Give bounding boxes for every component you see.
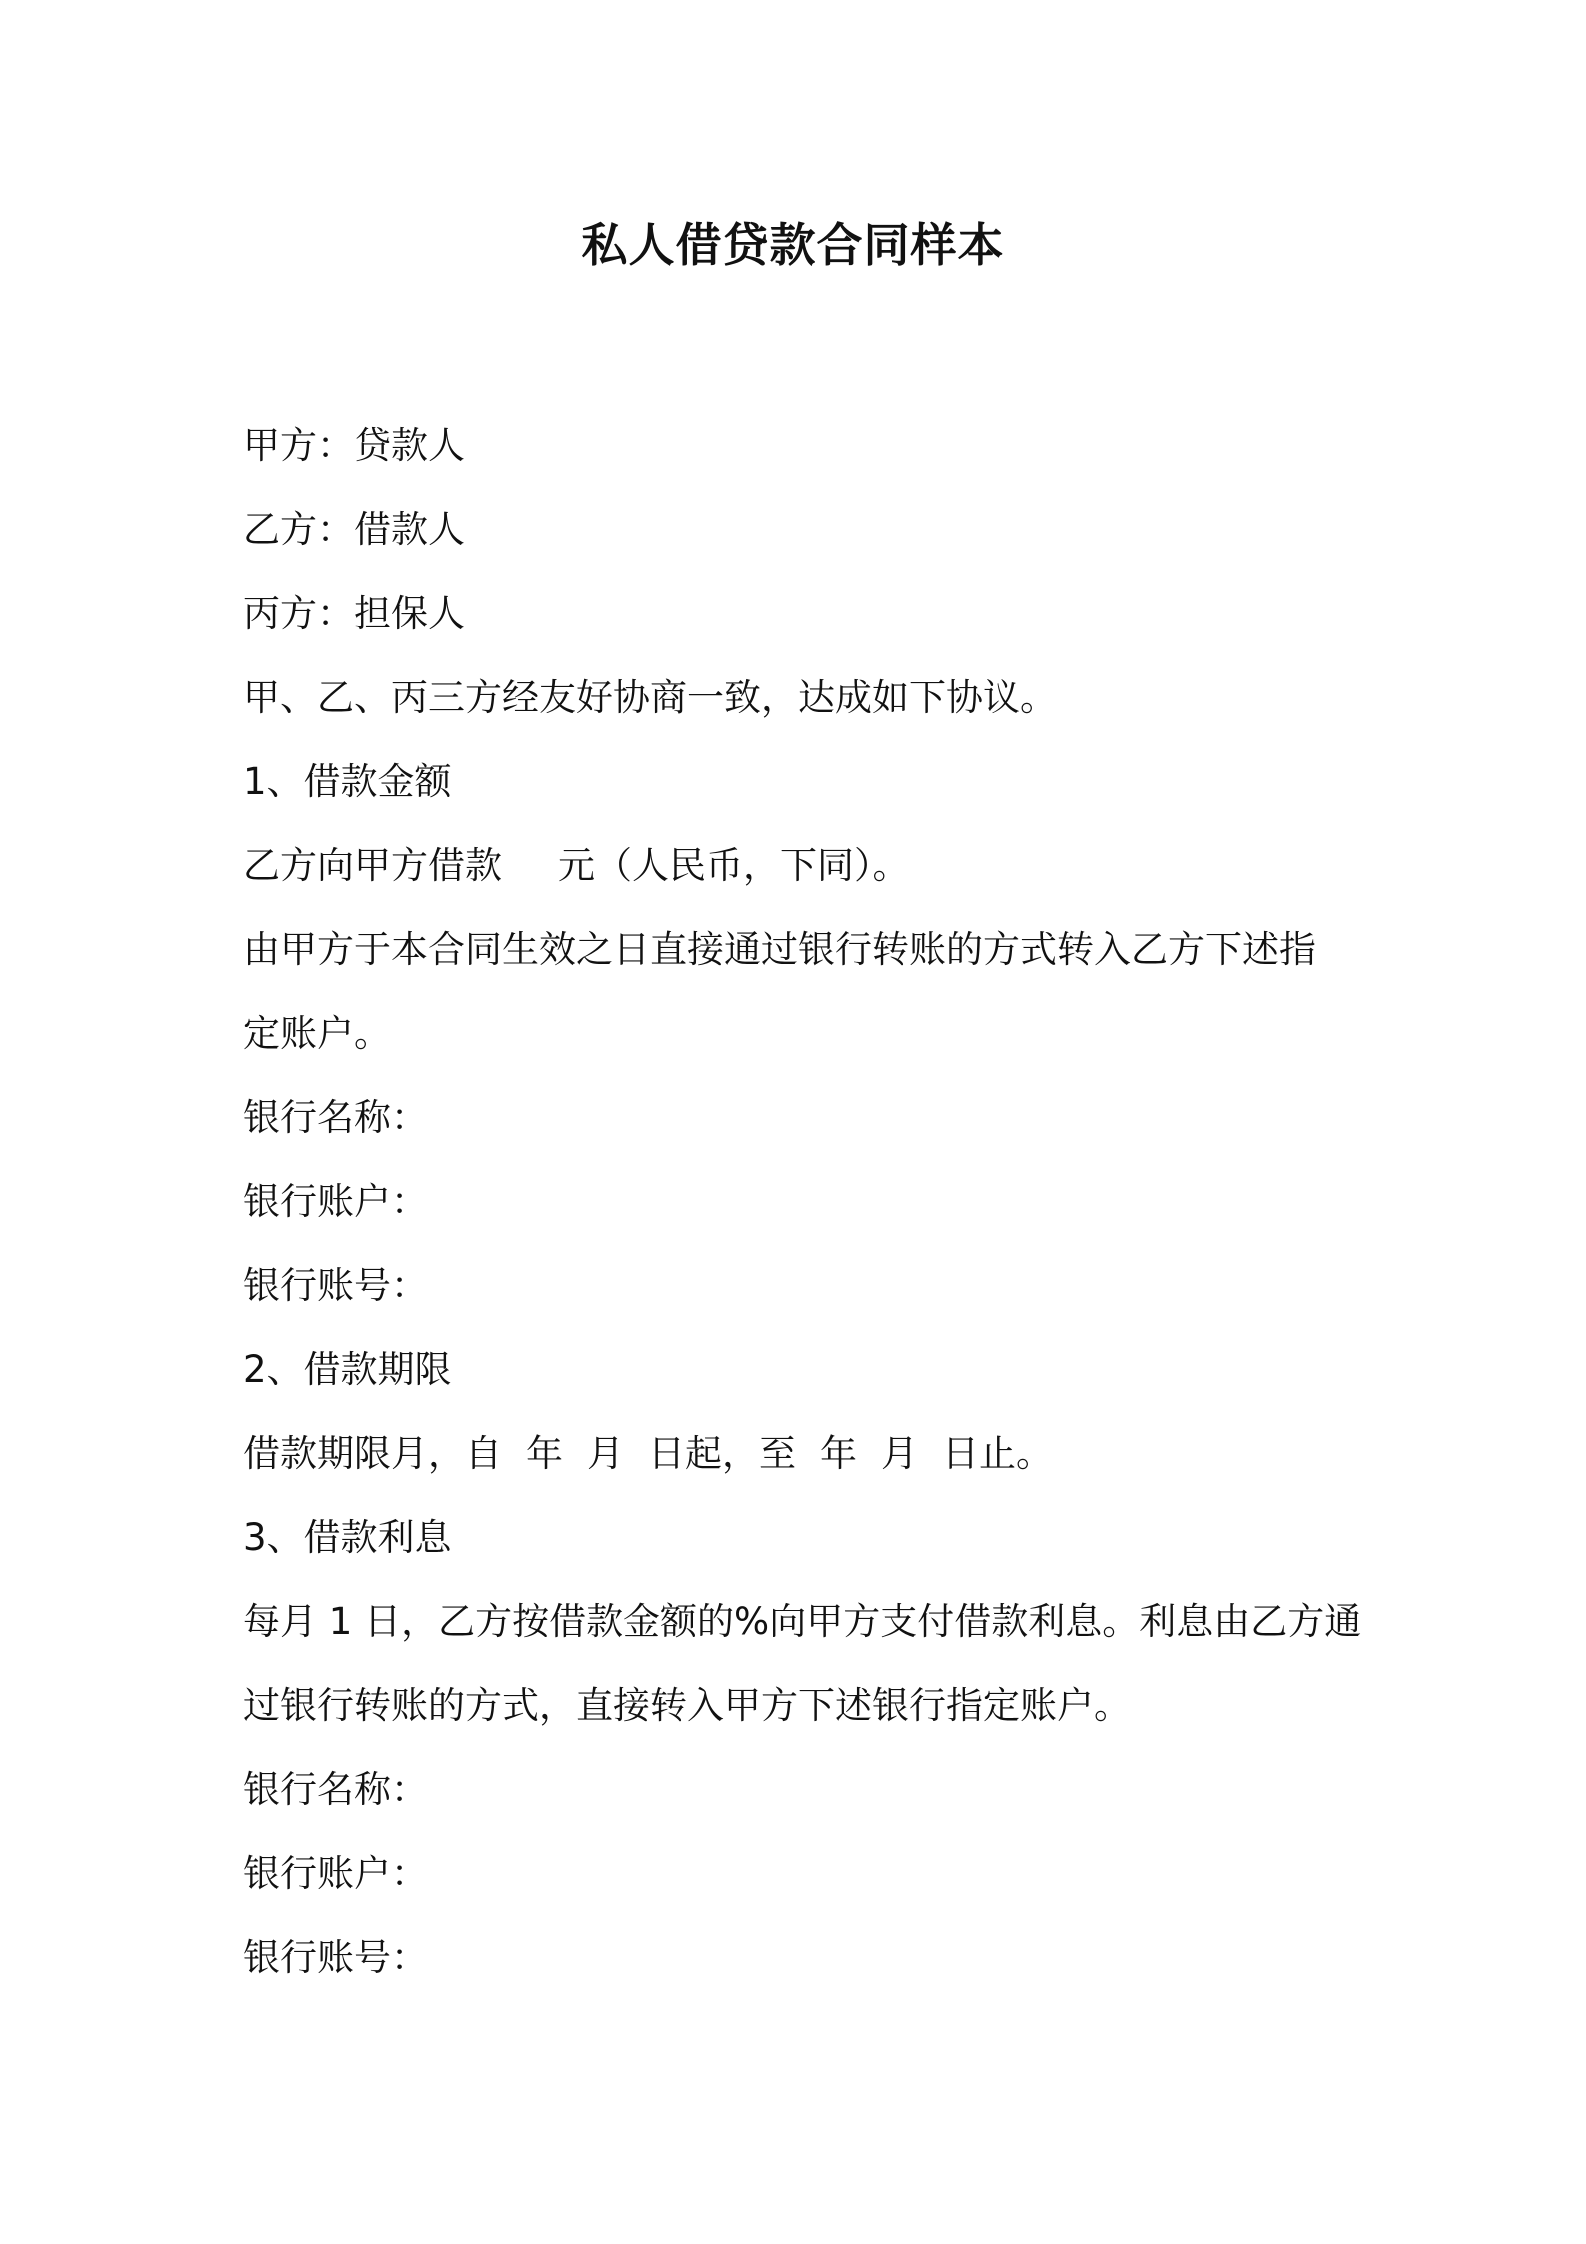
section-3-heading: 3、借款利息 — [243, 1516, 452, 1559]
document-title: 私人借贷款合同样本 — [581, 218, 1005, 272]
lender-bank-name: 银行名称： — [243, 1768, 428, 1811]
loan-term-line — [243, 1412, 1363, 1496]
lender-bank-account: 银行账户： — [243, 1852, 428, 1895]
loan-amount-text-before: 乙方向甲方借款 — [243, 844, 502, 887]
term-text-1: 借款期限月，自 — [243, 1432, 502, 1475]
party-c-line: 丙方：担保人 — [243, 592, 465, 635]
transfer-line-2: 定账户。 — [243, 1012, 391, 1055]
section-2-heading: 2、借款期限 — [243, 1348, 452, 1391]
loan-amount-line — [243, 824, 1363, 908]
borrower-bank-number: 银行账号： — [243, 1264, 428, 1307]
term-day-start: 日起，至 — [648, 1432, 796, 1475]
term-month-2: 月 — [881, 1432, 918, 1475]
term-year-1: 年 — [526, 1432, 563, 1475]
intro-paragraph: 甲、乙、丙三方经友好协商一致，达成如下协议。 — [243, 676, 1057, 719]
transfer-line-1: 由甲方于本合同生效之日直接通过银行转账的方式转入乙方下述指 — [243, 928, 1316, 971]
term-month-1: 月 — [587, 1432, 624, 1475]
interest-line-2: 过银行转账的方式，直接转入甲方下述银行指定账户。 — [243, 1684, 1131, 1727]
term-year-2: 年 — [820, 1432, 857, 1475]
party-a-line: 甲方：贷款人 — [243, 424, 465, 467]
borrower-bank-name: 银行名称： — [243, 1096, 428, 1139]
section-1-heading: 1、借款金额 — [243, 760, 452, 803]
party-b-line: 乙方：借款人 — [243, 508, 465, 551]
interest-line-1: 每月 1 日，乙方按借款金额的%向甲方支付借款利息。利息由乙方通 — [243, 1600, 1362, 1643]
lender-bank-number: 银行账号： — [243, 1936, 428, 1979]
document-body — [243, 404, 1363, 2000]
borrower-bank-account: 银行账户： — [243, 1180, 428, 1223]
term-day-end: 日止。 — [942, 1432, 1053, 1475]
loan-amount-text-after: 元（人民币，下同）。 — [558, 844, 910, 887]
